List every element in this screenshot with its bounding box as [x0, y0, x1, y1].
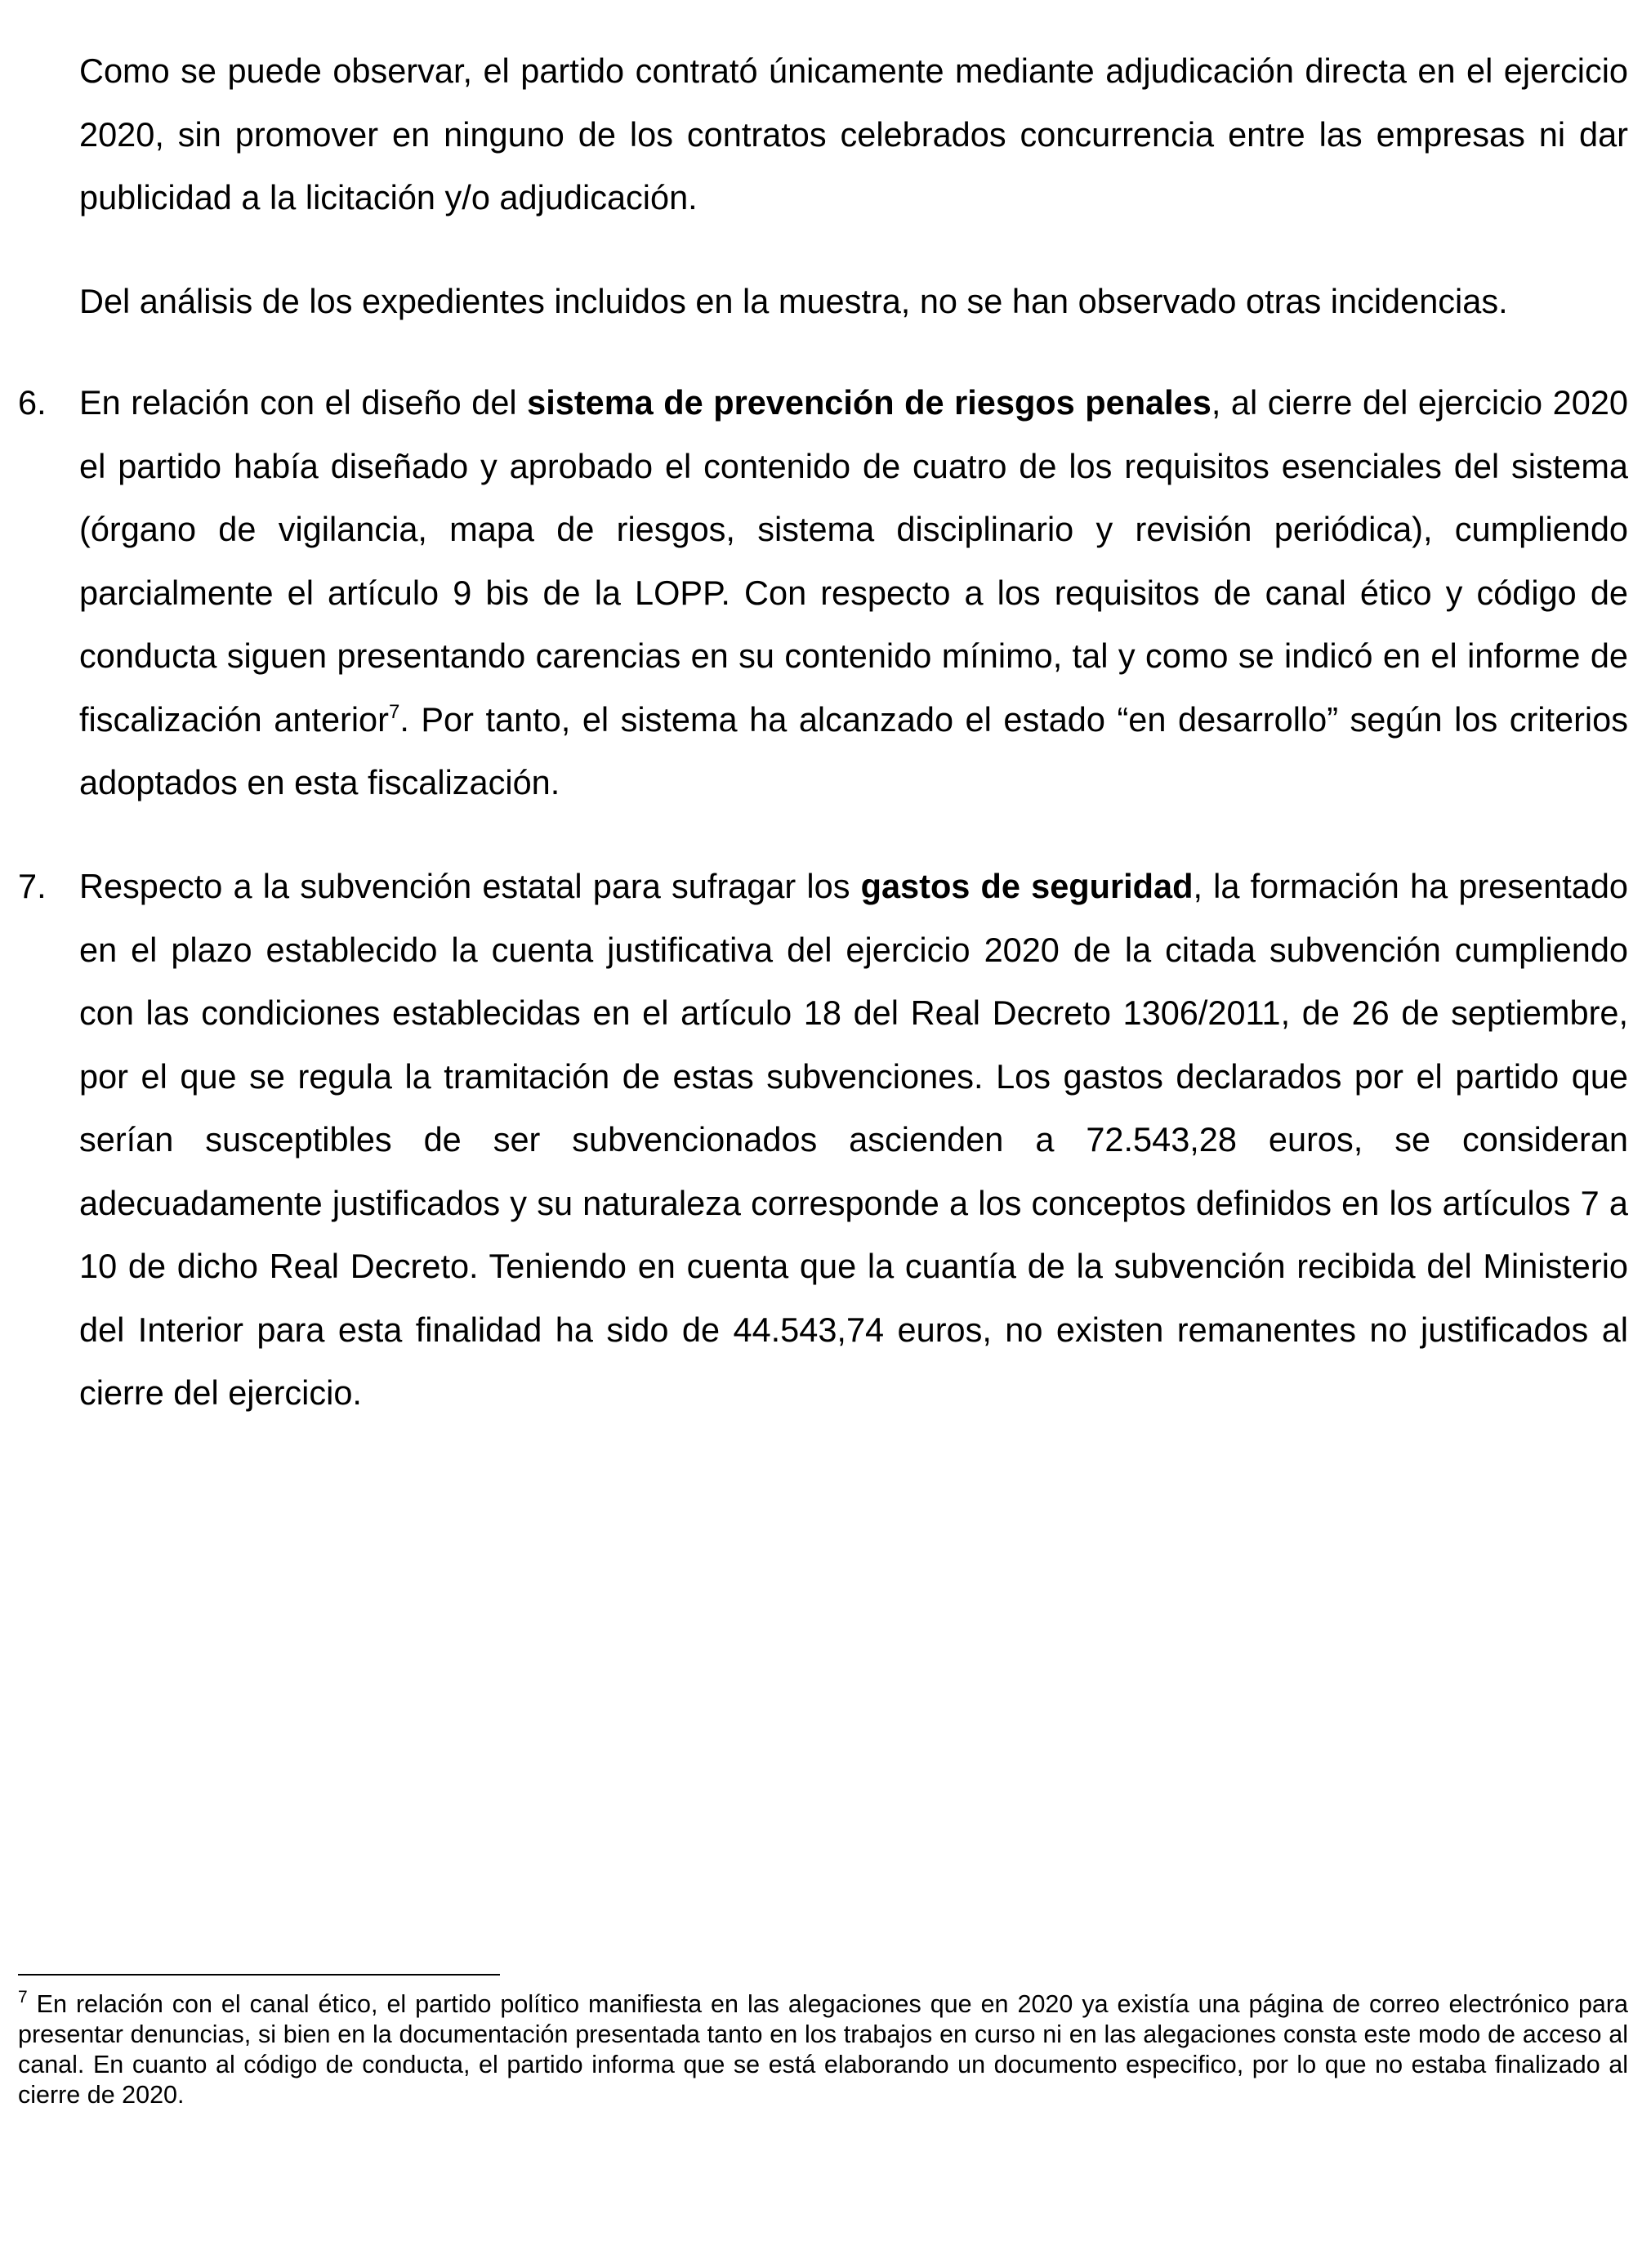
text-segment: Respecto a la subvención estatal para sufragar los [79, 867, 861, 905]
list-item-text [79, 371, 1628, 815]
text-segment: , la formación ha presentado en el plazo establecido la cuenta justificativa del ejercicio 2020 de la citada subvención cumpliendo con las condiciones establecidas en el artículo 18 del Real Decreto 1306/2011, de 26 de septiembre, por el que se regula la tramitación de estas subvenciones. Los gastos declarados por el partido que serían susceptibles de ser subvencionados ascienden a 72.543,28 euros, se consideran adecuadamente justificados y su naturaleza corresponde a los conceptos definidos en los artículos 7 a 10 de dicho Real Decreto. Teniendo en cuenta que la cuantía de la subvención recibida del Ministerio del Interior para esta finalidad ha sido de 44.543,74 euros, no existen remanentes no justificados al cierre del ejercicio. [79, 867, 1628, 1412]
text-segment: En relación con el diseño del [79, 383, 528, 422]
footnote [18, 1989, 1628, 2110]
paragraph-contracting: Como se puede observar, el partido contrató únicamente mediante adjudicación directa en el ejercicio 2020, sin promover en ninguno de los contratos celebrados concurrencia entre las empresas ni dar publicidad a la licitación y/o adjudicación. [79, 51, 1628, 217]
footnote-reference[interactable]: 7 [388, 700, 400, 723]
text-segment: . Por tanto, el sistema ha alcanzado el estado “en desarrollo” según los criterios adoptados en esta fiscalización. [79, 699, 1628, 801]
footnote-separator [18, 1974, 500, 1976]
paragraph-no-incidents: Del análisis de los expedientes incluidos en la muestra, no se han observado otras incidencias. [79, 282, 1508, 320]
text-segment: , al cierre del ejercicio 2020 el partido había diseñado y aprobado el contenido de cuatro de los requisitos esenciales del sistema (órgano de vigilancia, mapa de riesgos, sistema disciplinario y revisión periódica), cumpliendo parcialmente el artículo 9 bis de la LOPP. Con respecto a los requisitos de canal ético y código de conducta siguen presentando carencias en su contenido mínimo, tal y como se indicó en el informe de fiscalización anterior [79, 383, 1628, 739]
footnote-text: En relación con el canal ético, el partido político manifiesta en las alegaciones que en 2020 ya existía una página de correo electrónico para presentar denuncias, si bien en la documentación presentada tanto en los trabajos en curso ni en las alegaciones consta este modo de acceso al canal. En cuanto al código de conducta, el partido informa que se está elaborando un documento especifico, por lo que no estaba finalizado al cierre de 2020. [18, 1990, 1628, 2109]
footnote-number: 7 [18, 1988, 28, 2007]
bold-term: sistema de prevención de riesgos penales [527, 383, 1211, 422]
list-item-text [79, 855, 1628, 1425]
list-item-number: 6. [18, 383, 47, 422]
list-item-number: 7. [18, 867, 47, 905]
bold-term: gastos de seguridad [860, 867, 1194, 905]
